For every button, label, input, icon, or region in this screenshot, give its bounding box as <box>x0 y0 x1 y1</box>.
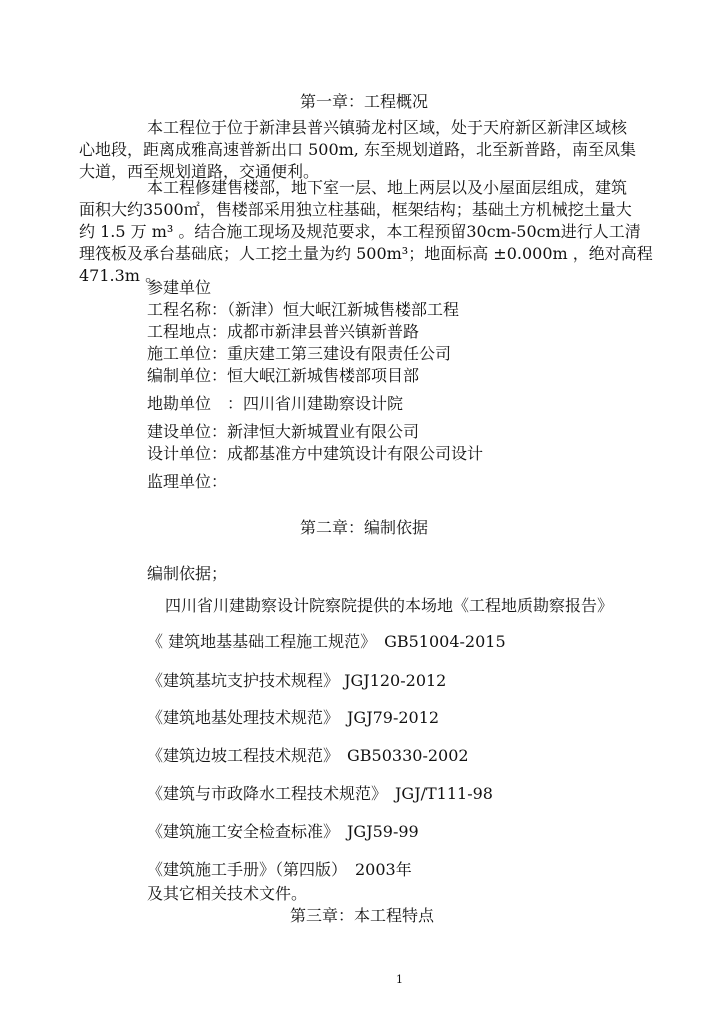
chapter2-title: 第二章：编制依据 <box>300 518 429 537</box>
para1-line1: 本工程位于位于新津县普兴镇骑龙村区域，处于天府新区新津区域核 <box>147 118 628 137</box>
unit-compilation: 编制单位：恒大岷江新城售楼部项目部 <box>147 366 420 385</box>
para1-line3: 大道，西至规划道路，交通便利。 <box>79 162 320 181</box>
unit-project-location: 工程地点：成都市新津县普兴镇新普路 <box>147 322 420 341</box>
page-number: 1 <box>396 973 403 986</box>
unit-construction: 施工单位：重庆建工第三建设有限责任公司 <box>147 344 452 363</box>
reference-item: 《 建筑地基基础工程施工规范》 GB51004-2015 <box>147 632 506 651</box>
reference-item: 《建筑施工安全检查标准》 JGJ59-99 <box>147 822 419 841</box>
para2-line5: 471.3m 。 <box>79 266 162 285</box>
para2-line3: 约 1.5 万 m³ 。结合施工现场及规范要求，本工程预留30cm-50cm进行人工清 <box>79 222 641 241</box>
para1-line2: 心地段，距离成雅高速普新出口 500m, 东至规划道路，北至新普路，南至凤集 <box>79 140 636 159</box>
unit-survey: 地勘单位 ：四川省川建勘察设计院 <box>147 394 404 413</box>
para2-line1: 本工程修建售楼部，地下室一层、地上两层以及小屋面层组成，建筑 <box>147 178 628 197</box>
chapter1-title: 第一章：工程概况 <box>300 92 429 111</box>
para2-line4: 理筏板及承台基础底；人工挖土量为约 500m³；地面标高 ±0.000m ，绝对高程 <box>79 244 653 263</box>
reference-item: 四川省川建勘察设计院察院提供的本场地《工程地质勘察报告》 <box>165 596 614 615</box>
para2-line2: 面积大约3500㎡，售楼部采用独立柱基础，框架结构；基础土方机械挖土量大 <box>79 200 632 219</box>
reference-item: 《建筑地基处理技术规范》 JGJ79-2012 <box>147 708 440 727</box>
unit-project-name: 工程名称：（新津）恒大岷江新城售楼部工程 <box>147 300 460 319</box>
chapter3-title: 第三章：本工程特点 <box>290 906 435 925</box>
other-documents: 及其它相关技术文件。 <box>147 884 308 903</box>
unit-design: 设计单位：成都基准方中建筑设计有限公司设计 <box>147 444 484 463</box>
reference-item: 《建筑基坑支护技术规程》 JGJ120-2012 <box>147 671 447 690</box>
unit-owner: 建设单位：新津恒大新城置业有限公司 <box>147 422 420 441</box>
reference-item: 《建筑与市政降水工程技术规范》 JGJ/T111-98 <box>147 784 493 803</box>
units-heading: 参建单位 <box>147 278 212 297</box>
unit-supervision: 监理单位： <box>147 472 228 491</box>
reference-item: 《建筑边坡工程技术规范》 GB50330-2002 <box>147 746 469 765</box>
basis-label: 编制依据； <box>147 564 228 583</box>
reference-item: 《建筑施工手册》（第四版） 2003年 <box>147 860 412 879</box>
